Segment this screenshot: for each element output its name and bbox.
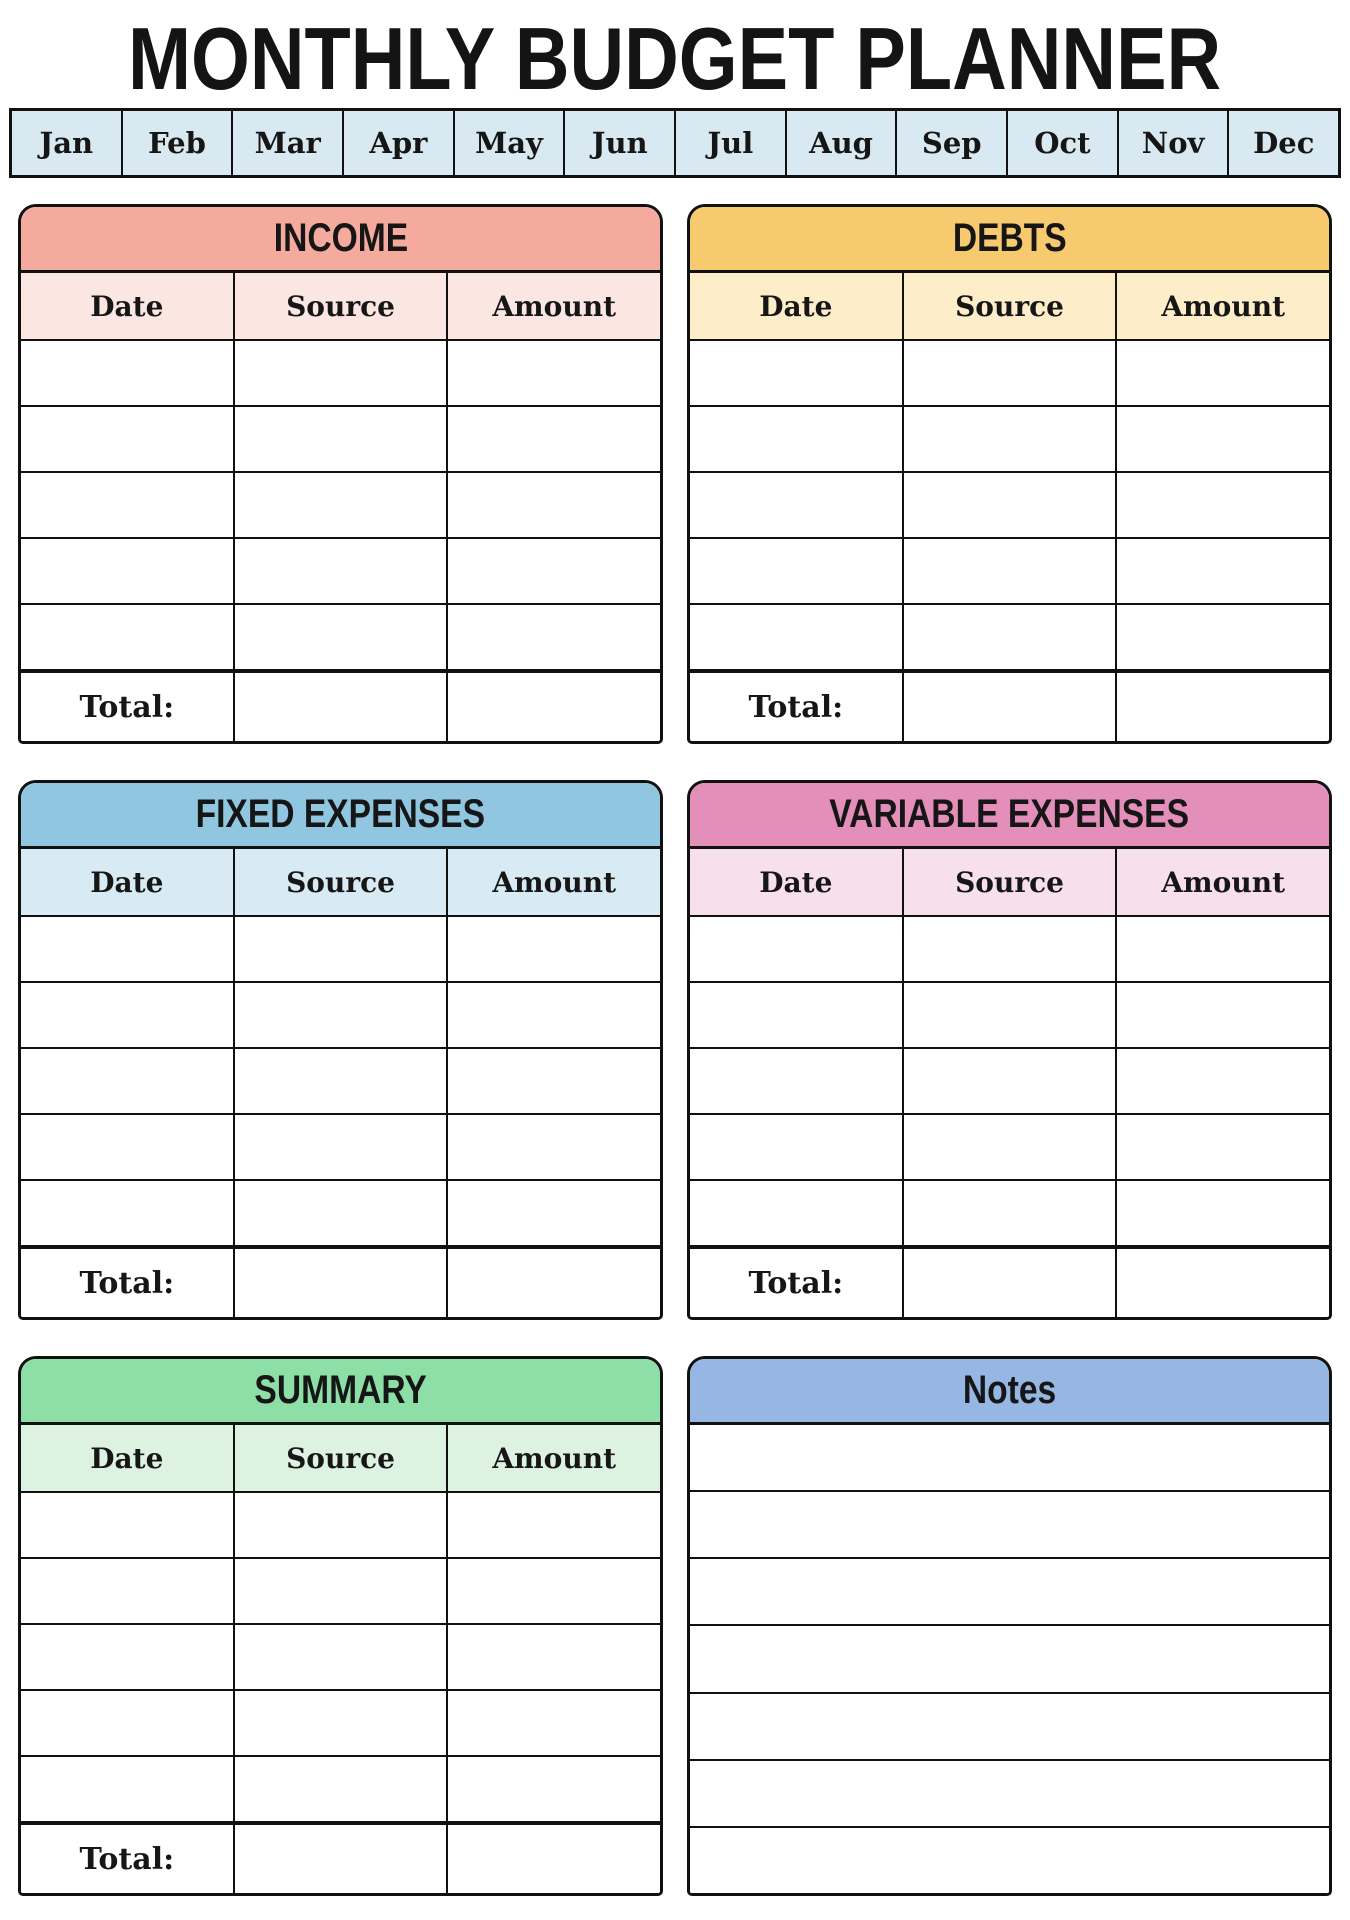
page-title: MONTHLY BUDGET PLANNER bbox=[128, 9, 1222, 108]
debts-column-header-source: Source bbox=[904, 273, 1118, 339]
fixed-expenses-row-5-source-cell[interactable] bbox=[235, 1181, 449, 1245]
month-dec[interactable]: Dec bbox=[1253, 126, 1315, 160]
income-row-4-amount-cell[interactable] bbox=[448, 539, 660, 603]
fixed-expenses-row-3-amount-cell[interactable] bbox=[448, 1049, 660, 1113]
panel-summary bbox=[18, 1356, 663, 1896]
variable-expenses-row-4-date-cell[interactable] bbox=[690, 1115, 904, 1179]
month-strip bbox=[9, 108, 1341, 178]
summary-row-1-amount-cell[interactable] bbox=[448, 1493, 660, 1557]
income-row-1 bbox=[21, 341, 660, 407]
debts-column-header-amount: Amount bbox=[1161, 289, 1286, 323]
debts-row-2-source-cell[interactable] bbox=[904, 407, 1118, 471]
income-row-4 bbox=[21, 539, 660, 605]
summary-row-4-amount-cell[interactable] bbox=[448, 1691, 660, 1755]
summary-row-4-date-cell[interactable] bbox=[21, 1691, 235, 1755]
debts-row-2 bbox=[690, 407, 1329, 473]
income-row-3 bbox=[21, 473, 660, 539]
debts-row-4 bbox=[690, 539, 1329, 605]
panels-grid bbox=[18, 204, 1332, 1896]
debts-title: DEBTS bbox=[952, 216, 1067, 260]
summary-row-5 bbox=[21, 1757, 660, 1823]
variable-expenses-row-3-source-cell[interactable] bbox=[904, 1049, 1118, 1113]
income-row-2-amount-cell[interactable] bbox=[448, 407, 660, 471]
panel-notes bbox=[687, 1356, 1332, 1896]
fixed-expenses-row-2-source-cell[interactable] bbox=[235, 983, 449, 1047]
notes-title: Notes bbox=[962, 1368, 1057, 1412]
variable-expenses-total-source-cell[interactable] bbox=[904, 1249, 1118, 1317]
summary-row-2-source-cell[interactable] bbox=[235, 1559, 449, 1623]
variable-expenses-row-1 bbox=[690, 917, 1329, 983]
variable-expenses-row-3-amount-cell[interactable] bbox=[1117, 1049, 1329, 1113]
fixed-expenses-row-1-amount-cell[interactable] bbox=[448, 917, 660, 981]
summary-column-header-source: Source bbox=[235, 1425, 449, 1491]
fixed-expenses-row-1-date-cell[interactable] bbox=[21, 917, 235, 981]
summary-column-header-date: Date bbox=[21, 1425, 235, 1491]
variable-expenses-row-5-source-cell[interactable] bbox=[904, 1181, 1118, 1245]
income-row-2 bbox=[21, 407, 660, 473]
fixed-expenses-row-4-source-cell[interactable] bbox=[235, 1115, 449, 1179]
variable-expenses-rows bbox=[690, 917, 1329, 1247]
debts-row-4-date-cell[interactable] bbox=[690, 539, 904, 603]
notes-line-4[interactable] bbox=[690, 1626, 1329, 1693]
fixed-expenses-row-5 bbox=[21, 1181, 660, 1247]
income-total-source-cell[interactable] bbox=[235, 673, 449, 741]
debts-row-1-amount-cell[interactable] bbox=[1117, 341, 1329, 405]
income-title: INCOME bbox=[273, 216, 408, 260]
variable-expenses-row-4 bbox=[690, 1115, 1329, 1181]
income-column-header-date: Date bbox=[21, 273, 235, 339]
summary-row-2 bbox=[21, 1559, 660, 1625]
debts-row-4-source-cell[interactable] bbox=[904, 539, 1118, 603]
month-mar[interactable]: Mar bbox=[233, 111, 344, 175]
fixed-expenses-title: FIXED EXPENSES bbox=[195, 792, 486, 836]
summary-total-label: Total: bbox=[21, 1825, 235, 1893]
debts-row-5-source-cell[interactable] bbox=[904, 605, 1118, 669]
fixed-expenses-header bbox=[21, 783, 660, 849]
variable-expenses-row-2-source-cell[interactable] bbox=[904, 983, 1118, 1047]
debts-rows bbox=[690, 341, 1329, 671]
title-bar bbox=[0, 0, 1350, 108]
month-jan[interactable]: Jan bbox=[12, 111, 123, 175]
summary-row-4-source-cell[interactable] bbox=[235, 1691, 449, 1755]
variable-expenses-total-amount-cell[interactable] bbox=[1117, 1249, 1329, 1317]
fixed-expenses-row-2 bbox=[21, 983, 660, 1049]
fixed-expenses-row-4-date-cell[interactable] bbox=[21, 1115, 235, 1179]
summary-row-1 bbox=[21, 1493, 660, 1559]
fixed-expenses-total-row bbox=[21, 1247, 660, 1317]
income-row-1-date-cell[interactable] bbox=[21, 341, 235, 405]
income-row-3-date-cell[interactable] bbox=[21, 473, 235, 537]
notes-line-1[interactable] bbox=[690, 1425, 1329, 1492]
income-row-1-source-cell[interactable] bbox=[235, 341, 449, 405]
fixed-expenses-row-3-date-cell[interactable] bbox=[21, 1049, 235, 1113]
income-row-5-date-cell[interactable] bbox=[21, 605, 235, 669]
variable-expenses-row-1-amount-cell[interactable] bbox=[1117, 917, 1329, 981]
income-row-5-source-cell[interactable] bbox=[235, 605, 449, 669]
variable-expenses-column-header-date: Date bbox=[690, 849, 904, 915]
debts-row-3-date-cell[interactable] bbox=[690, 473, 904, 537]
variable-expenses-total-label: Total: bbox=[690, 1249, 904, 1317]
variable-expenses-column-header-source: Source bbox=[904, 849, 1118, 915]
debts-column-header-date: Date bbox=[690, 273, 904, 339]
income-column-header-source: Source bbox=[235, 273, 449, 339]
summary-row-3 bbox=[21, 1625, 660, 1691]
summary-total-amount-cell[interactable] bbox=[448, 1825, 660, 1893]
summary-column-header-amount: Amount bbox=[492, 1441, 617, 1475]
variable-expenses-column-header-amount: Amount bbox=[1161, 865, 1286, 899]
debts-row-3 bbox=[690, 473, 1329, 539]
variable-expenses-row-1-date-cell[interactable] bbox=[690, 917, 904, 981]
month-nov[interactable]: Nov bbox=[1119, 111, 1230, 175]
variable-expenses-row-2-amount-cell[interactable] bbox=[1117, 983, 1329, 1047]
summary-header bbox=[21, 1359, 660, 1425]
summary-total-row bbox=[21, 1823, 660, 1893]
fixed-expenses-row-1 bbox=[21, 917, 660, 983]
debts-total-row bbox=[690, 671, 1329, 741]
month-oct[interactable]: Oct bbox=[1008, 111, 1119, 175]
summary-row-3-date-cell[interactable] bbox=[21, 1625, 235, 1689]
summary-row-4 bbox=[21, 1691, 660, 1757]
debts-row-1-date-cell[interactable] bbox=[690, 341, 904, 405]
income-header bbox=[21, 207, 660, 273]
debts-row-4-amount-cell[interactable] bbox=[1117, 539, 1329, 603]
debts-header bbox=[690, 207, 1329, 273]
variable-expenses-row-4-source-cell[interactable] bbox=[904, 1115, 1118, 1179]
fixed-expenses-column-header-date: Date bbox=[21, 849, 235, 915]
panel-fixed-expenses bbox=[18, 780, 663, 1320]
notes-line-5[interactable] bbox=[690, 1694, 1329, 1761]
month-feb[interactable]: Feb bbox=[123, 111, 234, 175]
income-row-3-source-cell[interactable] bbox=[235, 473, 449, 537]
debts-total-label: Total: bbox=[690, 673, 904, 741]
variable-expenses-column-header-row bbox=[690, 849, 1329, 917]
variable-expenses-title: VARIABLE EXPENSES bbox=[829, 792, 1190, 836]
summary-row-2-amount-cell[interactable] bbox=[448, 1559, 660, 1623]
notes-line-6[interactable] bbox=[690, 1761, 1329, 1828]
income-total-row bbox=[21, 671, 660, 741]
notes-line-3[interactable] bbox=[690, 1559, 1329, 1626]
month-may[interactable]: May bbox=[455, 111, 566, 175]
income-row-4-date-cell[interactable] bbox=[21, 539, 235, 603]
income-column-header-row bbox=[21, 273, 660, 341]
debts-total-source-cell[interactable] bbox=[904, 673, 1118, 741]
debts-row-3-source-cell[interactable] bbox=[904, 473, 1118, 537]
income-row-4-source-cell[interactable] bbox=[235, 539, 449, 603]
fixed-expenses-row-3-source-cell[interactable] bbox=[235, 1049, 449, 1113]
income-row-1-amount-cell[interactable] bbox=[448, 341, 660, 405]
month-apr[interactable]: Apr bbox=[344, 111, 455, 175]
fixed-expenses-total-amount-cell[interactable] bbox=[448, 1249, 660, 1317]
fixed-expenses-row-2-amount-cell[interactable] bbox=[448, 983, 660, 1047]
month-sep[interactable]: Sep bbox=[897, 111, 1008, 175]
debts-row-3-amount-cell[interactable] bbox=[1117, 473, 1329, 537]
income-row-2-date-cell[interactable] bbox=[21, 407, 235, 471]
summary-column-header-row bbox=[21, 1425, 660, 1493]
fixed-expenses-column-header-row bbox=[21, 849, 660, 917]
panel-income bbox=[18, 204, 663, 744]
income-total-amount-cell[interactable] bbox=[448, 673, 660, 741]
variable-expenses-header bbox=[690, 783, 1329, 849]
debts-row-2-amount-cell[interactable] bbox=[1117, 407, 1329, 471]
notes-header bbox=[690, 1359, 1329, 1425]
notes-line-7[interactable] bbox=[690, 1828, 1329, 1893]
variable-expenses-row-2-date-cell[interactable] bbox=[690, 983, 904, 1047]
debts-total-amount-cell[interactable] bbox=[1117, 673, 1329, 741]
income-row-5 bbox=[21, 605, 660, 671]
income-column-header-amount: Amount bbox=[492, 289, 617, 323]
month-aug[interactable]: Aug bbox=[787, 111, 898, 175]
debts-row-5 bbox=[690, 605, 1329, 671]
debts-row-1 bbox=[690, 341, 1329, 407]
fixed-expenses-total-source-cell[interactable] bbox=[235, 1249, 449, 1317]
income-row-3-amount-cell[interactable] bbox=[448, 473, 660, 537]
fixed-expenses-row-4-amount-cell[interactable] bbox=[448, 1115, 660, 1179]
variable-expenses-row-3 bbox=[690, 1049, 1329, 1115]
month-jul[interactable]: Jul bbox=[676, 111, 787, 175]
summary-rows bbox=[21, 1493, 660, 1823]
debts-row-5-date-cell[interactable] bbox=[690, 605, 904, 669]
fixed-expenses-total-label: Total: bbox=[21, 1249, 235, 1317]
month-jun[interactable]: Jun bbox=[565, 111, 676, 175]
summary-row-5-date-cell[interactable] bbox=[21, 1757, 235, 1821]
variable-expenses-row-3-date-cell[interactable] bbox=[690, 1049, 904, 1113]
variable-expenses-row-5-amount-cell[interactable] bbox=[1117, 1181, 1329, 1245]
variable-expenses-row-5-date-cell[interactable] bbox=[690, 1181, 904, 1245]
summary-row-5-amount-cell[interactable] bbox=[448, 1757, 660, 1821]
notes-lines bbox=[690, 1425, 1329, 1893]
debts-column-header-row bbox=[690, 273, 1329, 341]
summary-row-3-amount-cell[interactable] bbox=[448, 1625, 660, 1689]
fixed-expenses-column-header-amount: Amount bbox=[492, 865, 617, 899]
fixed-expenses-row-4 bbox=[21, 1115, 660, 1181]
summary-row-1-source-cell[interactable] bbox=[235, 1493, 449, 1557]
summary-total-source-cell[interactable] bbox=[235, 1825, 449, 1893]
variable-expenses-row-1-source-cell[interactable] bbox=[904, 917, 1118, 981]
panel-variable-expenses bbox=[687, 780, 1332, 1320]
variable-expenses-row-5 bbox=[690, 1181, 1329, 1247]
variable-expenses-row-4-amount-cell[interactable] bbox=[1117, 1115, 1329, 1179]
variable-expenses-total-row bbox=[690, 1247, 1329, 1317]
fixed-expenses-row-2-date-cell[interactable] bbox=[21, 983, 235, 1047]
income-total-label: Total: bbox=[21, 673, 235, 741]
debts-row-1-source-cell[interactable] bbox=[904, 341, 1118, 405]
debts-row-5-amount-cell[interactable] bbox=[1117, 605, 1329, 669]
panel-debts bbox=[687, 204, 1332, 744]
fixed-expenses-row-1-source-cell[interactable] bbox=[235, 917, 449, 981]
income-row-5-amount-cell[interactable] bbox=[448, 605, 660, 669]
income-row-2-source-cell[interactable] bbox=[235, 407, 449, 471]
summary-title: SUMMARY bbox=[254, 1368, 427, 1412]
fixed-expenses-column-header-source: Source bbox=[235, 849, 449, 915]
summary-row-3-source-cell[interactable] bbox=[235, 1625, 449, 1689]
fixed-expenses-row-5-amount-cell[interactable] bbox=[448, 1181, 660, 1245]
debts-row-2-date-cell[interactable] bbox=[690, 407, 904, 471]
fixed-expenses-row-3 bbox=[21, 1049, 660, 1115]
summary-row-1-date-cell[interactable] bbox=[21, 1493, 235, 1557]
income-rows bbox=[21, 341, 660, 671]
summary-row-2-date-cell[interactable] bbox=[21, 1559, 235, 1623]
summary-row-5-source-cell[interactable] bbox=[235, 1757, 449, 1821]
fixed-expenses-rows bbox=[21, 917, 660, 1247]
variable-expenses-row-2 bbox=[690, 983, 1329, 1049]
fixed-expenses-row-5-date-cell[interactable] bbox=[21, 1181, 235, 1245]
notes-line-2[interactable] bbox=[690, 1492, 1329, 1559]
